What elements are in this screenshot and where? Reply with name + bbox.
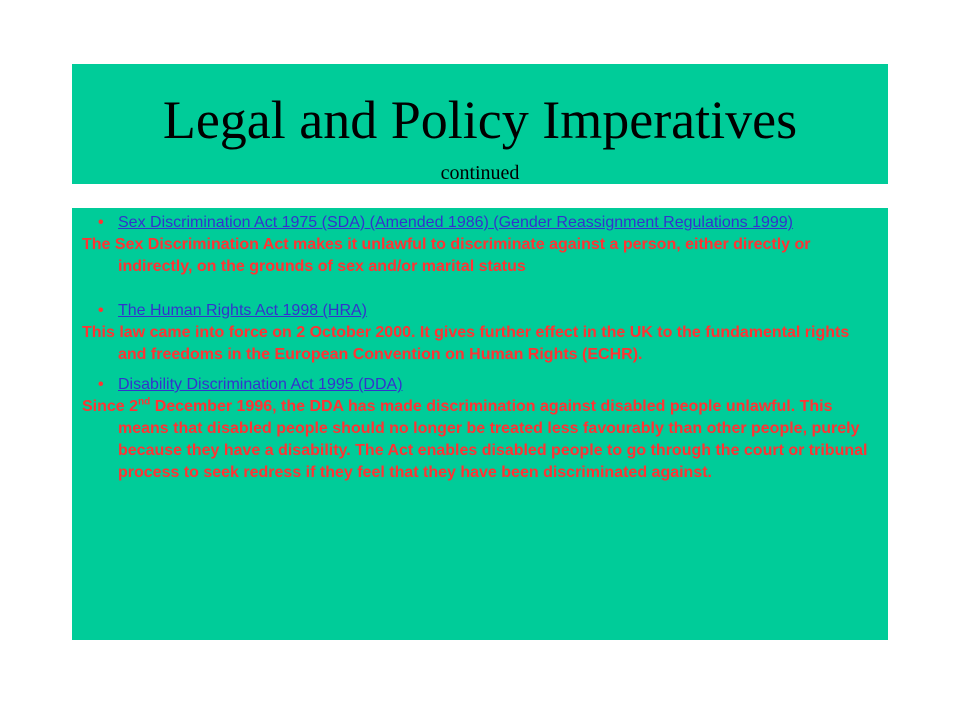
bullet-icon: • xyxy=(98,376,104,393)
paragraph-hra: This law came into force on 2 October 2000. It gives further effect in the UK to the fundamental rights and freedoms in the European Convention on Human Rights (ECHR). xyxy=(82,324,850,363)
bullet-item-hra xyxy=(82,300,878,322)
paragraph-sda: The Sex Discrimination Act makes it unlawful to discriminate against a person, either directly or indirectly, on the grounds of sex and/or marital status xyxy=(82,236,811,275)
spacer xyxy=(82,366,878,374)
bullet-icon: • xyxy=(98,214,104,231)
slide-title: Legal and Policy Imperatives xyxy=(162,90,798,150)
bullet-icon: • xyxy=(98,302,104,319)
link-sex-discrimination-act[interactable]: Sex Discrimination Act 1975 (SDA) (Amended 1986) (Gender Reassignment Regulations 1999) xyxy=(118,214,794,231)
paragraph-dda xyxy=(82,396,878,484)
link-disability-discrimination-act[interactable]: Disability Discrimination Act 1995 (DDA) xyxy=(118,376,403,393)
content-panel xyxy=(72,208,888,640)
spacer xyxy=(82,278,878,300)
slide-subtitle: continued xyxy=(440,162,520,184)
paragraph-dda-rest: December 1996, the DDA has made discrimination against disabled people unlawful. This means that disabled people should no longer be treated less favourably than other people, purely because they have a disability. The Act enables disabled people to go through the court or tribunal process to seek redress if they feel that they have been discriminated against. xyxy=(118,398,868,481)
bullet-item-dda xyxy=(82,374,878,396)
link-human-rights-act[interactable]: The Human Rights Act 1998 (HRA) xyxy=(118,302,367,319)
bullet-item-sda xyxy=(82,212,878,234)
ordinal-suffix: nd xyxy=(138,396,151,408)
paragraph-dda-prefix: Since 2 xyxy=(82,398,139,415)
title-panel xyxy=(72,64,888,184)
